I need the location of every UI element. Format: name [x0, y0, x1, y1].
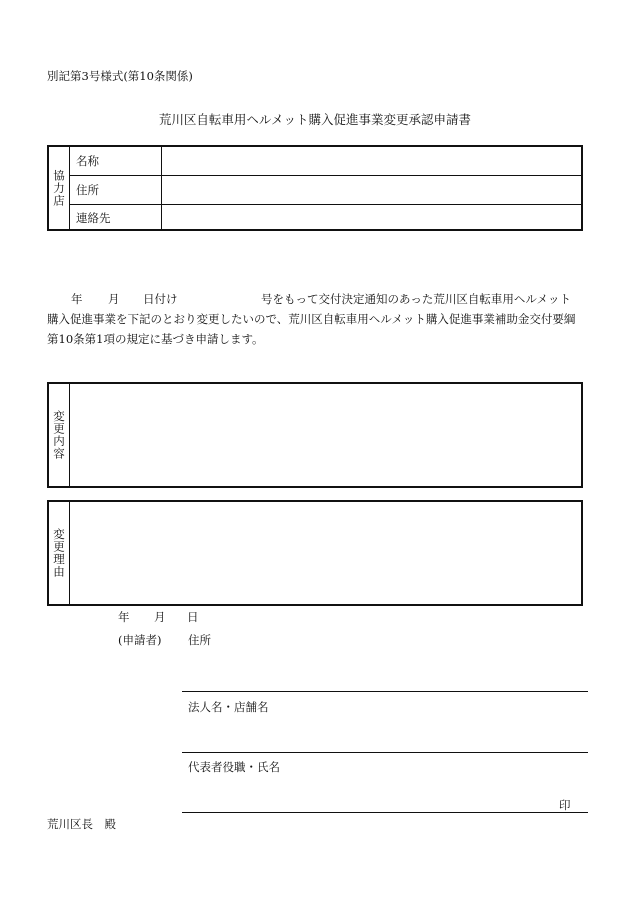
body-year: 年: [71, 292, 83, 306]
store-name-label: 名称: [70, 147, 162, 175]
company-signature-line: [182, 752, 588, 753]
date-month: 月: [154, 610, 166, 624]
change-reason-box: [47, 500, 583, 606]
store-info-table: [47, 145, 583, 231]
body-line-3-text: 第10条第1項の規定に基づき申請します。: [47, 332, 264, 346]
applicant-label: (申請者): [118, 633, 162, 647]
form-reference: 別記第3号様式(第10条関係): [47, 69, 193, 83]
store-row-contact: [70, 205, 581, 231]
change-content-header: [49, 384, 70, 486]
body-line-3: [47, 329, 593, 349]
addressee: 荒川区長 殿: [47, 817, 116, 831]
body-paragraph: [47, 289, 593, 349]
date-year: 年: [118, 610, 130, 624]
store-group-header: [49, 147, 70, 229]
address-signature-line: [182, 691, 588, 692]
store-row-name: [70, 147, 581, 176]
body-line-2-text: 購入促進事業を下記のとおり変更したいので、荒川区自転車用ヘルメット購入促進事業補助金交付要綱: [47, 312, 576, 326]
change-reason-field[interactable]: [70, 502, 581, 604]
body-line-2: [47, 309, 593, 329]
store-group-label: 協力店: [52, 169, 66, 207]
body-line-1: [47, 289, 593, 309]
store-address-field[interactable]: [162, 176, 581, 204]
store-contact-field[interactable]: [162, 205, 581, 231]
seal-mark: 印: [559, 798, 571, 812]
change-reason-label: 変更理由: [52, 528, 66, 578]
applicant-address-label: 住所: [188, 633, 211, 647]
change-content-box: [47, 382, 583, 488]
body-line-1-text: 号をもって交付決定通知のあった荒川区自転車用ヘルメット: [261, 292, 572, 306]
change-content-label: 変更内容: [52, 410, 66, 460]
body-month: 月: [108, 292, 120, 306]
company-name-label: 法人名・店舗名: [188, 700, 269, 714]
change-content-field[interactable]: [70, 384, 581, 486]
document-title: 荒川区自転車用ヘルメット購入促進事業変更承認申請書: [158, 112, 472, 127]
change-reason-header: [49, 502, 70, 604]
body-dated: 日付け: [143, 292, 178, 306]
date-day: 日: [187, 610, 199, 624]
representative-signature-line: [182, 812, 588, 813]
representative-label: 代表者役職・氏名: [188, 760, 280, 774]
store-name-field[interactable]: [162, 147, 581, 175]
store-contact-label: 連絡先: [70, 205, 162, 231]
store-row-address: [70, 176, 581, 205]
store-address-label: 住所: [70, 176, 162, 204]
